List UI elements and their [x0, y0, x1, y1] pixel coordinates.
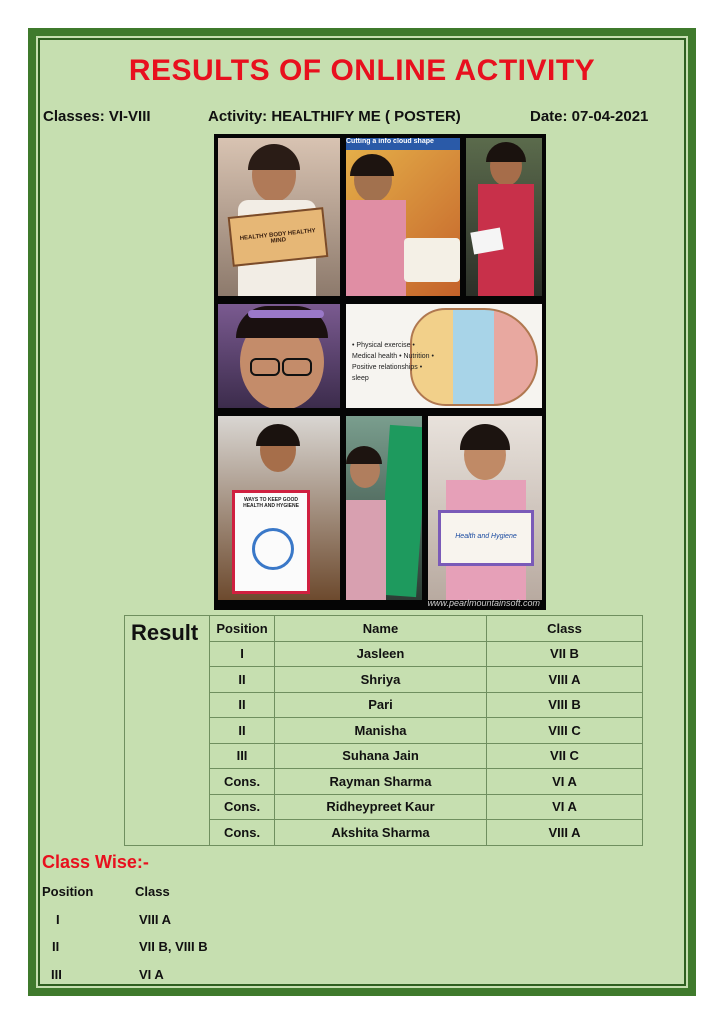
photo-1	[218, 138, 340, 296]
class-wise-position: I	[56, 912, 60, 927]
row-position: I	[210, 641, 275, 667]
class-wise-heading: Class Wise:-	[42, 852, 149, 872]
row-class: VIII C	[487, 718, 643, 744]
row-name: Akshita Sharma	[275, 820, 487, 846]
header-name: Name	[275, 616, 487, 642]
row-position: Cons.	[210, 769, 275, 795]
photo-collage	[214, 134, 546, 610]
result-label: Result	[125, 616, 210, 846]
row-name: Manisha	[275, 718, 487, 744]
row-position: II	[210, 718, 275, 744]
class-wise-position: II	[52, 939, 60, 954]
classes-label: Classes: VI-VIII	[43, 108, 151, 125]
photo-3	[466, 138, 542, 296]
class-wise-class: VIII A	[139, 912, 172, 927]
result-table	[124, 615, 643, 846]
photo-7	[346, 416, 422, 600]
row-class: VIII B	[487, 692, 643, 718]
photo-2	[346, 138, 460, 296]
class-wise-class: VI A	[139, 967, 164, 982]
page-frame	[28, 28, 696, 996]
row-position: Cons.	[210, 794, 275, 820]
row-class: VI A	[487, 794, 643, 820]
page-title: RESULTS OF ONLINE ACTIVITY	[128, 54, 596, 87]
row-position: III	[210, 743, 275, 769]
row-position: Cons.	[210, 820, 275, 846]
row-class: VI A	[487, 769, 643, 795]
table-header-row	[125, 616, 643, 642]
activity-label: Activity: HEALTHIFY ME ( POSTER)	[208, 108, 461, 125]
poster-6: WAYS TO KEEP GOOD HEALTH AND HYGIENE	[232, 490, 310, 594]
header-position: Position	[210, 616, 275, 642]
row-name: Jasleen	[275, 641, 487, 667]
class-wise-class: VII B, VIII B	[139, 939, 208, 954]
photo-2-caption: Cutting a info cloud shape	[346, 138, 460, 150]
class-wise-header-position: Position	[42, 884, 94, 899]
header-class: Class	[487, 616, 643, 642]
row-position: II	[210, 692, 275, 718]
class-wise-position: III	[51, 967, 62, 982]
row-name: Shriya	[275, 667, 487, 693]
poster-5-text: • Physical exercise • Medical health • Nutrition • Positive relationships • sleep	[352, 342, 434, 382]
watermark: www.pearlmountainsoft.com	[427, 598, 540, 608]
row-class: VIII A	[487, 820, 643, 846]
row-class: VII C	[487, 743, 643, 769]
row-class: VIII A	[487, 667, 643, 693]
photo-5	[346, 304, 542, 408]
poster-1: HEALTHY BODY HEALTHY MIND	[228, 207, 329, 267]
row-name: Ridheypreet Kaur	[275, 794, 487, 820]
row-name: Pari	[275, 692, 487, 718]
row-name: Suhana Jain	[275, 743, 487, 769]
photo-8	[428, 416, 542, 600]
row-name: Rayman Sharma	[275, 769, 487, 795]
row-position: II	[210, 667, 275, 693]
photo-4	[218, 304, 340, 408]
photo-6	[218, 416, 340, 600]
row-class: VII B	[487, 641, 643, 667]
poster-8: Health and Hygiene	[438, 510, 534, 566]
class-wise-header-class: Class	[135, 884, 170, 899]
date-label: Date: 07-04-2021	[530, 108, 649, 125]
